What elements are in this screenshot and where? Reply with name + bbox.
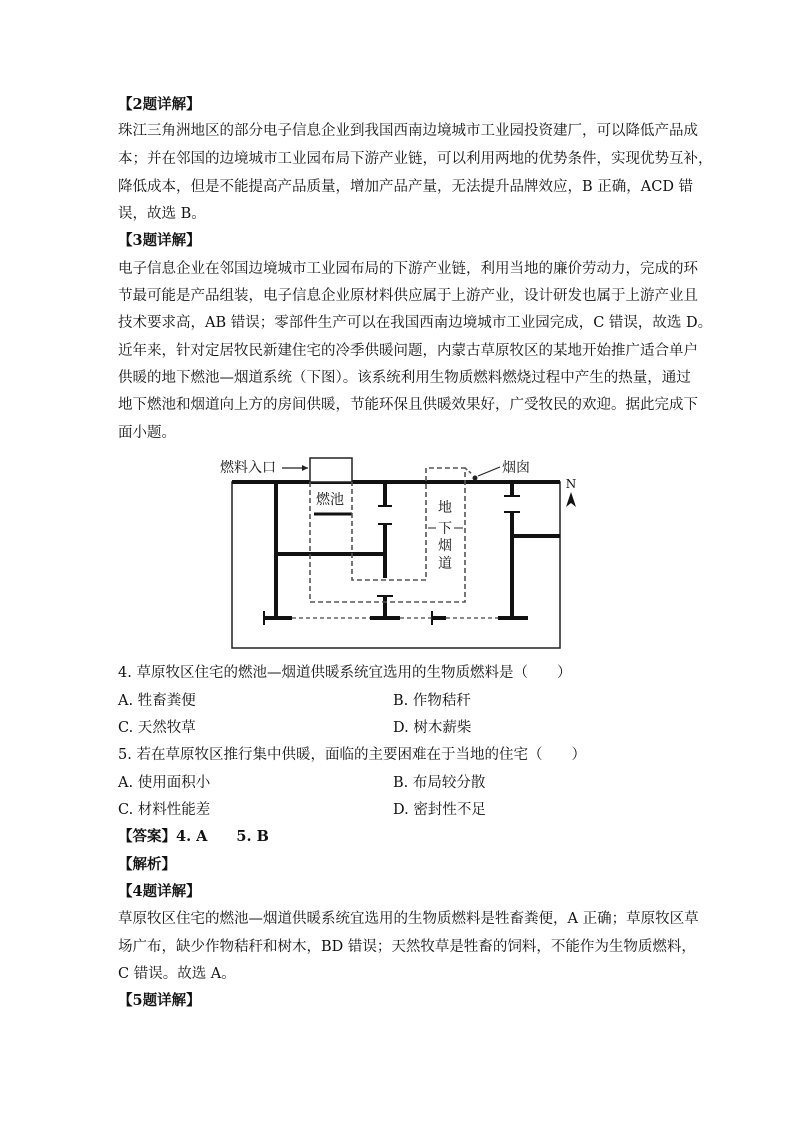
q4-option-d: D. 树木薪柴 (393, 720, 472, 736)
answer-line: 【答案】4. A 5. B (118, 828, 269, 845)
intro-line-2: 供暖的地下燃池—烟道系统（下图）。该系统利用生物质燃料燃烧过程中产生的热量，通过 (118, 370, 691, 386)
flue-label-2: 下 (438, 521, 452, 537)
flue-label-1: 地 (438, 500, 452, 516)
q5-option-d: D. 密封性不足 (393, 802, 486, 818)
flue-label-4: 道 (438, 556, 452, 572)
flue-label-3: 烟 (438, 538, 452, 554)
q4-option-a: A. 牲畜粪便 (118, 693, 196, 709)
q2-detail-heading: 【2题详解】 (118, 96, 201, 113)
q5-stem: 5. 若在草原牧区推行集中供暖，面临的主要困难在于当地的住宅（ ） (118, 747, 586, 763)
pit-label: 燃池 (316, 492, 344, 508)
q2-detail-line-4: 误，故选 B。 (118, 206, 206, 222)
chimney-pointer (478, 467, 500, 476)
q4-option-c: C. 天然牧草 (118, 720, 196, 736)
analysis-heading: 【解析】 (118, 856, 176, 873)
q5-option-c: C. 材料性能差 (118, 802, 211, 818)
fuel-inlet-arrowhead (302, 465, 308, 471)
q3-detail-line-1: 电子信息企业在邻国边境城市工业园布局的下游产业链，利用当地的廉价劳动力，完成的环 (118, 261, 698, 277)
q4-stem: 4. 草原牧区住宅的燃池—烟道供暖系统宜选用的生物质燃料是（ ） (118, 665, 572, 681)
q3-detail-heading: 【3题详解】 (118, 232, 201, 249)
q5-option-b: B. 布局较分散 (393, 775, 486, 791)
q2-detail-line-2: 本；并在邻国的边境城市工业园布局下游产业链，可以利用两地的优势条件，实现优势互补， (118, 151, 713, 167)
q5-option-a: A. 使用面积小 (118, 775, 211, 791)
q2-detail-line-3: 降低成本，但是不能提高产品质量，增加产品产量，无法提升品牌效应，B 正确，ACD 错 (118, 179, 694, 195)
intro-line-4: 面小题。 (118, 425, 176, 441)
intro-line-1: 近年来，针对定居牧民新建住宅的冷季供暖问题，内蒙古草原牧区的某地开始推广适合单户 (118, 343, 698, 359)
intro-line-3: 地下燃池和烟道向上方的房间供暖，节能环保且供暖效果好，广受牧民的欢迎。据此完成下 (118, 397, 698, 413)
q3-detail-line-2: 节最可能是产品组装，电子信息企业原材料供应属于上游产业，设计研发也属于上游产业且 (118, 288, 698, 304)
q4-detail-line-1: 草原牧区住宅的燃池—烟道供暖系统宜选用的生物质燃料是牲畜粪便，A 正确；草原牧区草 (118, 911, 699, 927)
flue-to-chimney (465, 468, 472, 474)
q2-detail-line-1: 珠江三角洲地区的部分电子信息企业到我国西南边境城市工业园投资建厂，可以降低产品成 (118, 123, 698, 139)
q4-option-b: B. 作物秸秆 (393, 693, 471, 709)
q4-detail-heading: 【4题详解】 (118, 883, 201, 900)
fuel-inlet-label: 燃料入口 (220, 460, 276, 476)
fuel-inlet-box (310, 458, 352, 482)
chimney-mark (473, 476, 478, 481)
north-label: N (565, 477, 577, 491)
q4-detail-line-3: C 错误。故选 A。 (118, 966, 236, 982)
chimney-label: 烟囱 (502, 460, 530, 476)
north-arrow-icon (566, 492, 576, 507)
q4-detail-line-2: 场广布，缺少作物秸秆和树木，BD 错误；天然牧草是牲畜的饲料，不能作为生物质燃料， (118, 939, 696, 955)
q3-detail-line-3: 技术要求高，AB 错误；零部件生产可以在我国西南边境城市工业园完成，C 错误，故选 D。 (118, 315, 713, 331)
q5-detail-heading: 【5题详解】 (118, 992, 201, 1009)
heating-system-diagram (210, 452, 580, 652)
